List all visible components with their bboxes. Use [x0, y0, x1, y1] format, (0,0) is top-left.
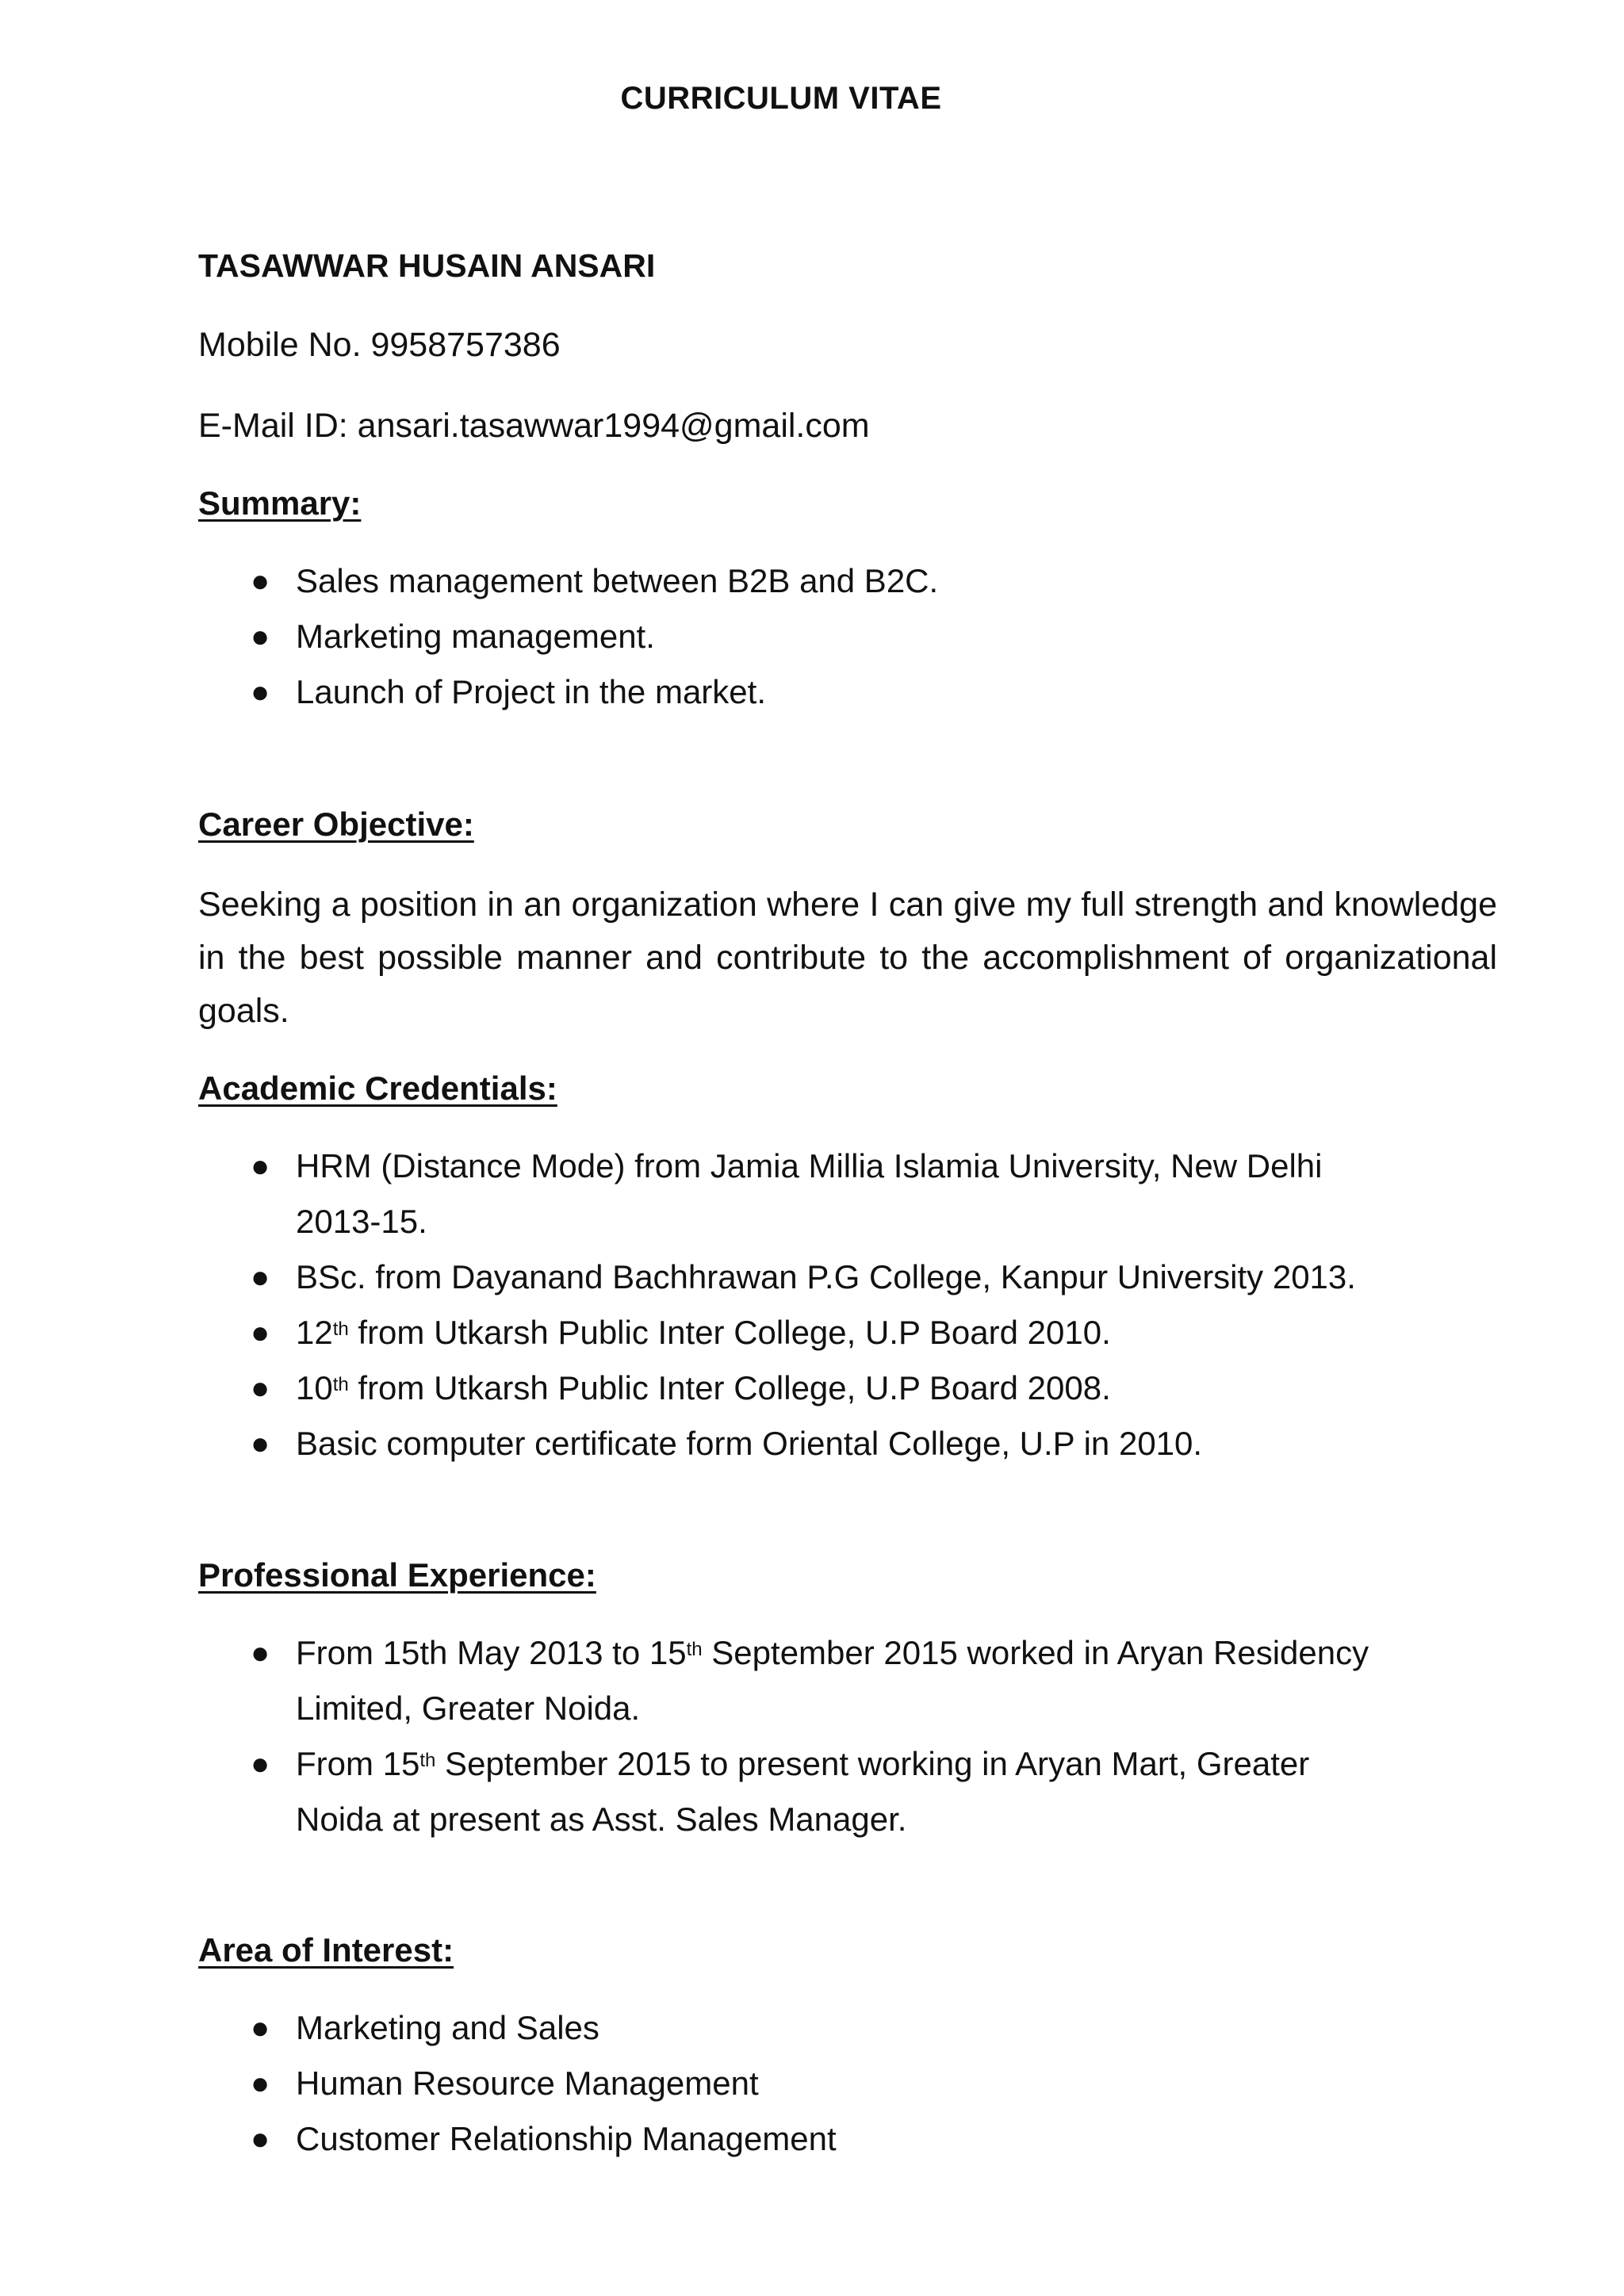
summary-heading: Summary:	[198, 484, 362, 522]
bullet-icon: ●	[251, 1149, 270, 1184]
bullet-icon: ●	[251, 619, 270, 654]
bullet-icon: ●	[251, 1260, 270, 1295]
list-item: ● Marketing and Sales	[198, 2000, 1497, 2056]
list-item: ● From 15th September 2015 to present working in Aryan Mart, Greater Noida at present as Asst. Sales Manager.	[198, 1736, 1497, 1847]
academic-credentials-heading: Academic Credentials:	[198, 1070, 557, 1107]
list-item: ● BSc. from Dayanand Bachhrawan P.G College, Kanpur University 2013.	[198, 1249, 1497, 1305]
bullet-icon: ●	[251, 1747, 270, 1781]
list-item: ● Marketing management.	[198, 609, 1497, 664]
list-item: ● 12th from Utkarsh Public Inter College, U.P Board 2010.	[198, 1305, 1497, 1360]
career-objective-text: Seeking a position in an organization where I can give my full strength and knowledge in the best possible manner and contribute to the accomplishment of organizational goals.	[198, 886, 1497, 1030]
document-title: CURRICULUM VITAE	[620, 81, 942, 116]
bullet-icon: ●	[251, 2011, 270, 2045]
professional-experience-heading: Professional Experience:	[198, 1556, 596, 1594]
list-item: ● Launch of Project in the market.	[198, 664, 1497, 720]
bullet-icon: ●	[251, 564, 270, 599]
academic-list	[198, 1138, 1497, 1471]
area-of-interest-heading: Area of Interest:	[198, 1931, 454, 1969]
list-item: ● Customer Relationship Management	[198, 2111, 1497, 2167]
list-item: ● Human Resource Management	[198, 2056, 1497, 2111]
bullet-icon: ●	[251, 1315, 270, 1350]
bullet-icon: ●	[251, 2122, 270, 2156]
bullet-icon: ●	[251, 1371, 270, 1406]
interest-list	[198, 2000, 1497, 2167]
summary-list	[198, 553, 1497, 720]
career-objective-heading: Career Objective:	[198, 806, 474, 843]
list-item: ● HRM (Distance Mode) from Jamia Millia Islamia University, New Delhi 2013-15.	[198, 1138, 1497, 1249]
cv-content	[198, 242, 1497, 2167]
bullet-icon: ●	[251, 2066, 270, 2101]
list-item: ● 10th from Utkarsh Public Inter College, U.P Board 2008.	[198, 1360, 1497, 1416]
list-item: ● Sales management between B2B and B2C.	[198, 553, 1497, 609]
candidate-name: TASAWWAR HUSAIN ANSARI	[198, 247, 656, 284]
list-item: ● From 15th May 2013 to 15th September 2015 worked in Aryan Residency Limited, Greater Noida.	[198, 1625, 1497, 1736]
experience-list	[198, 1625, 1497, 1847]
mobile-number: Mobile No. 9958757386	[198, 326, 561, 364]
bullet-icon: ●	[251, 1426, 270, 1461]
email-address: E-Mail ID: ansari.tasawwar1994@gmail.com	[198, 407, 870, 445]
bullet-icon: ●	[251, 675, 270, 710]
bullet-icon: ●	[251, 1636, 270, 1670]
list-item: ● Basic computer certificate form Oriental College, U.P in 2010.	[198, 1416, 1497, 1471]
